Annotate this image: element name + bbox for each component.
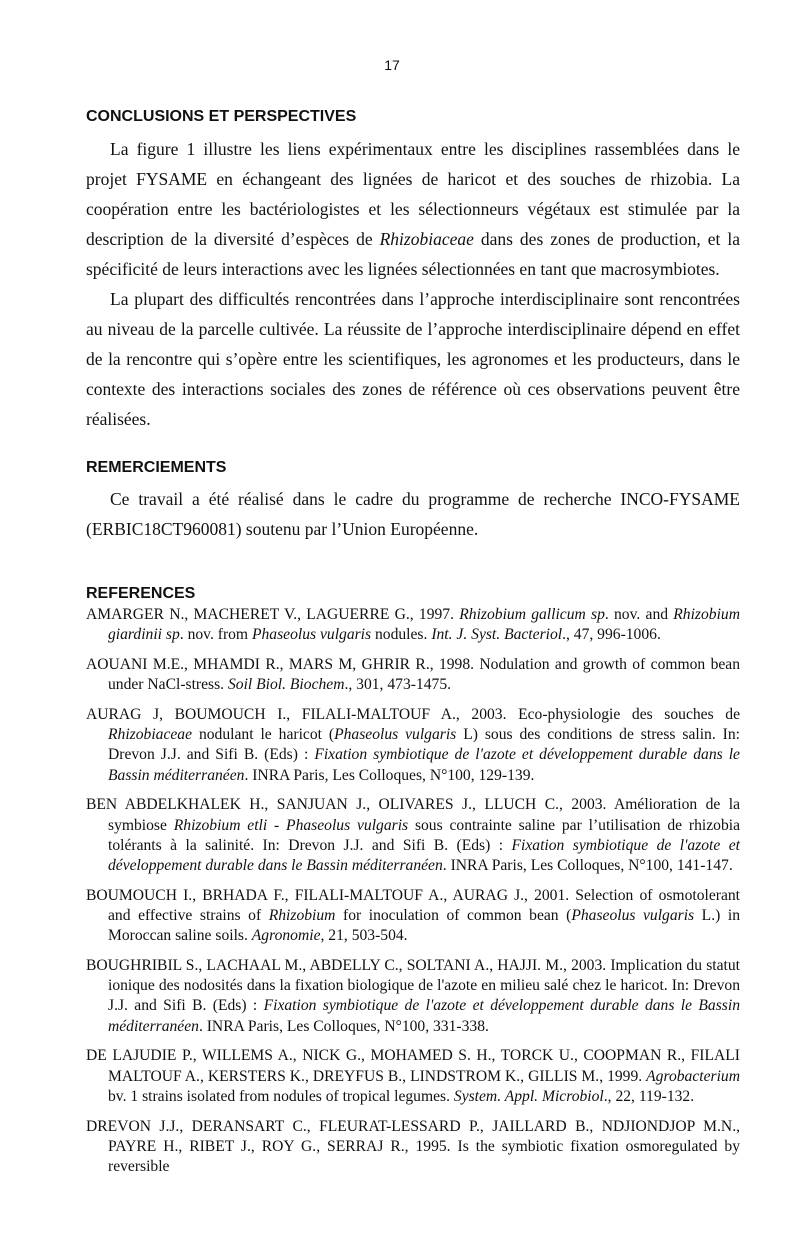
reference-text: DE LAJUDIE P., WILLEMS A., NICK G., MOHAMED S. H., TORCK U., COOPMAN R., FILALI MALTOUF A., KERSTERS K., DREYFUS B., LINDSTROM K., GILLIS M., 1999. (86, 1047, 740, 1085)
references-list (86, 605, 740, 1187)
reference-text: bv. 1 strains isolated from nodules of tropical legumes. (108, 1087, 454, 1105)
reference-italic-text: Fixation symbiotique de l'azote et développement durable dans le Bassin méditerranéen (108, 836, 741, 875)
reference-text: , 21, 503-504. (320, 927, 408, 945)
reference-italic-text: Soil Biol. Biochem (227, 676, 345, 694)
reference-text: AOUANI M.E., MHAMDI R., MARS M, GHRIR R., 1998. Nodulation and growth of common bean under NaCl-stress. (86, 656, 740, 694)
reference-text: for inoculation of common bean ( (335, 907, 572, 925)
reference-italic-text: Rhizobium gallicum sp (459, 606, 605, 623)
reference-italic-text: Int. J. Syst. Bacteriol (431, 626, 563, 644)
reference-italic-text: Fixation symbiotique de l'azote et développement durable dans le Bassin méditerranéen (108, 746, 740, 784)
reference-text: BOUGHRIBIL S., LACHAAL M., ABDELLY C., SOLTANI A., HAJJI. M., 2003. Implication du statut ionique des nodosités dans la fixation biologique de l'azote en milieu salé chez le haricot. In: Drevon J.J. and Sifi B. (Eds) : (86, 957, 740, 1015)
reference-text: BOUMOUCH I., BRHADA F., FILALI-MALTOUF A., AURAG J., 2001. Selection of osmotolerant and effective strains of (86, 886, 740, 925)
reference-italic-text: Agrobacterium (646, 1067, 740, 1085)
reference-text: sous contrainte saline par l’utilisation de rhizobia tolérants à la salinité. In: Drevon J.J. and Sifi B. (Eds) : (108, 816, 740, 854)
reference-item (86, 1046, 740, 1107)
reference-item (86, 956, 740, 1037)
reference-text: AMARGER N., MACHERET V., LAGUERRE G., 1997. (86, 606, 460, 623)
conclusions-section (86, 134, 740, 434)
reference-italic-text: Phaseolus vulgaris (334, 726, 457, 744)
references-heading: REFERENCES (86, 585, 196, 602)
reference-text: ., 47, 996-1006. (562, 626, 661, 644)
reference-item (86, 795, 740, 876)
conclusions-paragraph-2: La plupart des difficultés rencontrées dans l’approche interdisciplinaire sont rencontrées au niveau de la parcelle cultivée. La réussite de l’approche interdisciplinaire dépend en effet de la rencontre qui s’opère entre les scientifiques, les agronomes et les producteurs, dans le contexte des interactions sociales des zones de référence où ces observations peuvent être réalisées. (86, 289, 740, 429)
reference-text: . INRA Paris, Les Colloques, N°100, 129-139. (244, 766, 535, 784)
reference-text: nodules. (371, 626, 432, 644)
reference-item (86, 705, 740, 786)
reference-text: L.) in Moroccan saline soils. (108, 907, 740, 945)
conclusions-paragraph-1: La figure 1 illustre les liens expérimentaux entre les disciplines rassemblées dans le projet FYSAME en échangeant des lignées de haricot et des souches de rhizobia. La coopération entre les bactériologistes et les sélectionneurs végétaux est stimulée par la description de la diversité d’espèces de Rhizobiaceae dans des zones de production, et la spécificité de leurs interactions avec les lignées sélectionnées en tant que macrosymbiotes. (86, 139, 740, 279)
acknowledgements-heading: REMERCIEMENTS (86, 459, 227, 476)
reference-italic-text: System. Appl. Microbiol (453, 1087, 604, 1105)
reference-italic-text: Agronomie (251, 927, 321, 945)
reference-italic-text: Rhizobium etli - Phaseolus vulgaris (173, 816, 409, 834)
page-number: 17 (384, 57, 400, 73)
reference-italic-text: Phaseolus vulgaris (251, 626, 372, 644)
reference-text: . nov. from (179, 626, 252, 644)
reference-text: . INRA Paris, Les Colloques, N°100, 331-338. (198, 1017, 489, 1035)
conclusions-heading: CONCLUSIONS ET PERSPECTIVES (86, 108, 357, 125)
reference-text: AURAG J, BOUMOUCH I., FILALI-MALTOUF A., 2003. Eco-physiologie des souches de (86, 706, 740, 723)
reference-item (86, 605, 740, 645)
reference-item (86, 1117, 740, 1178)
reference-text: ., 301, 473-1475. (344, 676, 452, 694)
reference-italic-text: Rhizobium giardinii sp (108, 606, 740, 644)
reference-item (86, 655, 740, 695)
reference-text: BEN ABDELKHALEK H., SANJUAN J., OLIVARES J., LLUCH C., 2003. Amélioration de la symbiose (86, 796, 740, 834)
reference-italic-text: Fixation symbiotique de l'azote et développement durable dans le Bassin méditerranéen (108, 997, 740, 1035)
reference-text: DREVON J.J., DERANSART C., FLEURAT-LESSARD P., JAILLARD B., NDJIONDJOP M.N., PAYRE H., RIBET J., ROY G., SERRAJ R., 1995. Is the symbiotic fixation osmoregulated by reversible (86, 1117, 740, 1176)
reference-italic-text: Rhizobium (268, 907, 336, 925)
reference-italic-text: Phaseolus vulgaris (571, 907, 695, 925)
reference-text: L) sous des conditions de stress salin. In: Drevon J.J. and Sifi B. (Eds) : (108, 726, 741, 764)
acknowledgements-paragraph: Ce travail a été réalisé dans le cadre du programme de recherche INCO-FYSAME (ERBIC18CT960081) soutenu par l’Union Européenne. (86, 489, 740, 539)
reference-item (86, 886, 740, 947)
reference-text: . INRA Paris, Les Colloques, N°100, 141-147. (442, 857, 733, 875)
reference-text: ., 22, 119-132. (603, 1087, 695, 1105)
reference-text: nodulant le haricot ( (192, 726, 335, 744)
acknowledgements-section (86, 484, 740, 544)
reference-italic-text: Rhizobiaceae (108, 726, 193, 744)
reference-text: . nov. and (604, 606, 674, 623)
